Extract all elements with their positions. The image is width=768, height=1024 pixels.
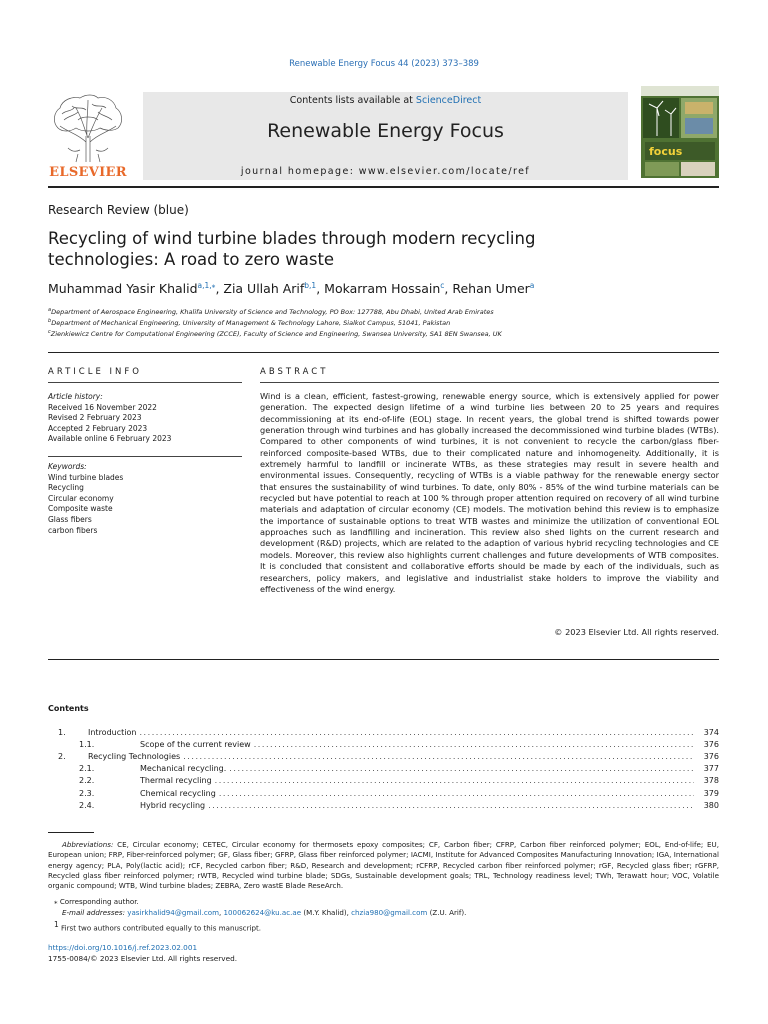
elsevier-wordmark: ELSEVIER <box>49 165 127 180</box>
doi-link[interactable]: https://doi.org/10.1016/j.ref.2023.02.001 <box>48 943 198 952</box>
email-link-2[interactable]: 100062624@ku.ac.ae <box>223 908 302 917</box>
abbreviations-footnote <box>48 840 719 891</box>
toc-leader-dots <box>215 776 694 785</box>
toc-title[interactable]: Thermal recycling <box>140 776 212 785</box>
toc-number: 2.3. <box>79 789 95 798</box>
equal-contribution-note <box>54 920 261 932</box>
article-title: Recycling of wind turbine blades through modern recycling technologies: A road to zero waste <box>48 229 536 269</box>
author-list <box>48 281 534 296</box>
author-4-affil-mark[interactable]: a <box>529 281 535 290</box>
cover-focus-text: focus <box>649 145 683 158</box>
toc-title[interactable]: Chemical recycling <box>140 789 216 798</box>
toc-leader-dots <box>208 801 694 810</box>
abstract-bottom-divider <box>48 659 719 660</box>
corresponding-mark: ⁎ <box>54 897 58 906</box>
toc-page-number[interactable]: 380 <box>703 801 719 810</box>
keywords-label: Keywords: <box>48 462 87 471</box>
toc-number: 2.4. <box>79 801 95 810</box>
toc-title[interactable]: Scope of the current review <box>140 740 251 749</box>
toc-page-number[interactable]: 376 <box>703 740 719 749</box>
history-received: Received 16 November 2022 <box>48 402 157 412</box>
toc-title[interactable]: Hybrid recycling <box>140 801 206 810</box>
author-2-affil-mark[interactable]: b,1 <box>304 281 317 290</box>
article-type: Research Review (blue) <box>48 203 189 217</box>
article-info-divider <box>48 382 242 383</box>
contents-heading: Contents <box>48 704 89 713</box>
affiliation-b <box>48 318 450 327</box>
journal-title: Renewable Energy Focus <box>267 120 504 142</box>
toc-entry[interactable] <box>48 740 719 751</box>
toc-title[interactable]: Introduction <box>88 728 137 737</box>
toc-title[interactable]: Mechanical recycling. <box>140 764 227 773</box>
toc-entry[interactable] <box>48 752 719 763</box>
toc-leader-dots <box>183 752 694 761</box>
toc-entry[interactable] <box>48 764 719 775</box>
article-history <box>48 392 171 445</box>
journal-cover-thumbnail[interactable] <box>641 86 719 178</box>
journal-homepage-line <box>143 166 628 177</box>
keyword: Recycling <box>48 483 84 493</box>
title-divider <box>48 352 719 353</box>
equal-text: First two authors contributed equally to this manuscript. <box>61 923 261 933</box>
abstract-heading: ABSTRACT <box>260 367 329 377</box>
sciencedirect-link[interactable]: ScienceDirect <box>415 95 482 106</box>
toc-number: 2.1. <box>79 764 95 773</box>
homepage-url-link[interactable]: www.elsevier.com/locate/ref <box>358 166 531 177</box>
header-divider <box>48 186 719 188</box>
toc-leader-dots <box>219 789 694 798</box>
abstract-text: Wind is a clean, efficient, fastest-growing, renewable energy source, which is extensively applied for power generation. The expected design lifetime of a wind turbine lies between 20 to 25 years and requires decommissioning at its end-of-life (EOL) stage. In recent years, the global trend is shifted towards power generation through wind turbines and has globally increased the decommissioned wind turbine blades (WTBs). Compared to other components of wind turbines, it is not convenient to recycle the carbon/glass fiber-reinforced composite-based WTBs, due to their complicated nature and inhomogeneity. Additionally, it is extremely harmful to landfill or incinerate WTBs, as these strategies may result in severe health and environmental issues. Consequently, recycling of WTBs is a viable pathway for the renewable energy sector that ensures the sustainability of wind turbines. To date, only 80% - 85% of the wind turbine materials can be recycled but have potential to reach at 100 % through proper attention required on recovery of all wind turbine materials and adaptation of circular economy (CE) models. The motivation behind this review is to emphasize the importance of sustainable options to treat WTB wastes and minimize the utilization of conventional EOL approaches such as landfilling and incineration. This review also shed lights on the current research and development (R&D) projects, which are related to the adaption of various hybrid recycling technologies and CE models. Moreover, this review also highlights current challenges and future developments of WTB composites. It is concluded that consistent and collaborative efforts should be made by each of the individuals, such as researchers, policy makers, and legislative and industrialist stake holders to improve the viability and effectiveness of the wind energy. <box>260 391 719 594</box>
corresponding-author-note <box>54 897 139 906</box>
toc-entry[interactable] <box>48 801 719 812</box>
affiliation-text: Department of Mechanical Engineering, University of Management & Technology Lahore, Sialkot Campus, 51041, Pakistan <box>51 319 451 328</box>
toc-entry[interactable] <box>48 789 719 800</box>
toc-leader-dots <box>254 740 694 749</box>
keyword: Composite waste <box>48 504 113 514</box>
history-accepted: Accepted 2 February 2023 <box>48 423 148 433</box>
author-separator: , <box>316 281 325 297</box>
author-3-name[interactable]: Mokarram Hossain <box>324 281 441 297</box>
footnote-divider <box>48 832 94 833</box>
email-label: E-mail addresses: <box>62 908 125 917</box>
toc-page-number[interactable]: 378 <box>703 776 719 785</box>
toc-page-number[interactable]: 379 <box>703 789 719 798</box>
toc-page-number[interactable]: 376 <box>703 752 719 761</box>
abstract-copyright: © 2023 Elsevier Ltd. All rights reserved. <box>554 627 719 637</box>
issn-copyright: 1755-0084/© 2023 Elsevier Ltd. All rights reserved. <box>48 954 238 963</box>
history-revised: Revised 2 February 2023 <box>48 413 142 423</box>
toc-number: 1. <box>58 728 66 737</box>
email-owner-1: (M.Y. Khalid), <box>301 908 352 917</box>
toc-leader-dots <box>229 764 694 773</box>
affiliation-text: Zienkiewicz Centre for Computational Engineering (ZCCE), Faculty of Science and Engineering, Swansea University, SA1 8EN Swansea, UK <box>50 330 502 339</box>
author-2-name[interactable]: Zia Ullah Arif <box>223 281 305 297</box>
keyword: Glass fibers <box>48 514 92 524</box>
keyword: carbon fibers <box>48 525 98 535</box>
email-addresses-note <box>62 908 466 917</box>
author-separator: , <box>444 281 453 297</box>
email-link-3[interactable]: chzia980@gmail.com <box>351 908 428 917</box>
toc-page-number[interactable]: 374 <box>703 728 719 737</box>
affiliation-mark: b <box>48 318 52 324</box>
article-info-heading: ARTICLE INFO <box>48 367 142 377</box>
toc-entry[interactable] <box>48 728 719 739</box>
affiliation-c <box>48 329 502 338</box>
abbreviations-text: CE, Circular economy; CETEC, Circular economy for thermosets epoxy composites; CF, Carbon fiber; CFRP, Carbon fiber reinforced polymer; EOL, End-of-life; EU, European union; FRP, Fiber-reinforced polymer; GF, Glass fiber; GFRP, Glass fiber reinforced polymer; IACMI, Institute for Advanced Composites Manufacturing Innovation; IGA, International energy agency; PLA, Poly(lactic acid); rCF, Recycled carbon fiber; R&D, Research and development; rCFRP, Recycled carbon fiber reinforced polymer; rGF, Recycled glass fiber; rGFRP, Recycled glass fiber reinforced polymer; rWTB, Recycled wind turbine blade; SDGs, Sustainable development goals; TRL, Technology readiness level; TWh, Terawatt hour; VOC, Volatile organic compound; WTB, Wind turbine blades; ZEBRA, Zero wastE Blade ReseArch. <box>48 840 719 891</box>
keyword: Circular economy <box>48 493 114 503</box>
abbreviations-label: Abbreviations: <box>62 840 114 849</box>
keywords-divider <box>48 456 242 457</box>
toc-title[interactable]: Recycling Technologies <box>88 752 181 761</box>
homepage-prefix: journal homepage: <box>240 166 359 177</box>
affiliation-mark: a <box>48 307 52 313</box>
journal-citation-link[interactable]: Renewable Energy Focus 44 (2023) 373–389 <box>289 59 479 69</box>
email-separator: , <box>219 908 224 917</box>
keywords-block <box>48 462 123 536</box>
affiliation-text: Department of Aerospace Engineering, Khalifa University of Science and Technology, PO Box: 127788, Abu Dhabi, United Arab Emirates <box>51 308 494 317</box>
toc-page-number[interactable]: 377 <box>703 764 719 773</box>
contents-available-line <box>143 95 628 106</box>
email-owner-2: (Z.U. Arif). <box>427 908 467 917</box>
contents-prefix: Contents lists available at <box>289 95 416 106</box>
toc-number: 2. <box>58 752 66 761</box>
keyword: Wind turbine blades <box>48 472 124 482</box>
toc-leader-dots <box>139 728 694 737</box>
author-3-affil-mark[interactable]: c <box>440 281 445 290</box>
history-online: Available online 6 February 2023 <box>48 434 172 444</box>
email-link-1[interactable]: yasirkhalid94@gmail.com <box>127 908 220 917</box>
toc-number: 1.1. <box>79 740 95 749</box>
history-label: Article history: <box>48 392 103 401</box>
affiliation-mark: c <box>48 329 51 335</box>
author-separator: , <box>215 281 224 297</box>
affiliation-a <box>48 307 494 316</box>
abstract-divider <box>260 382 719 383</box>
toc-number: 2.2. <box>79 776 95 785</box>
author-1-name[interactable]: Muhammad Yasir Khalid <box>48 281 198 297</box>
author-4-name[interactable]: Rehan Umer <box>452 281 530 297</box>
equal-mark: 1 <box>54 920 59 929</box>
toc-entry[interactable] <box>48 776 719 787</box>
author-1-affil-mark[interactable]: a,1,⁎ <box>197 281 216 290</box>
corresponding-text: Corresponding author. <box>59 897 139 906</box>
